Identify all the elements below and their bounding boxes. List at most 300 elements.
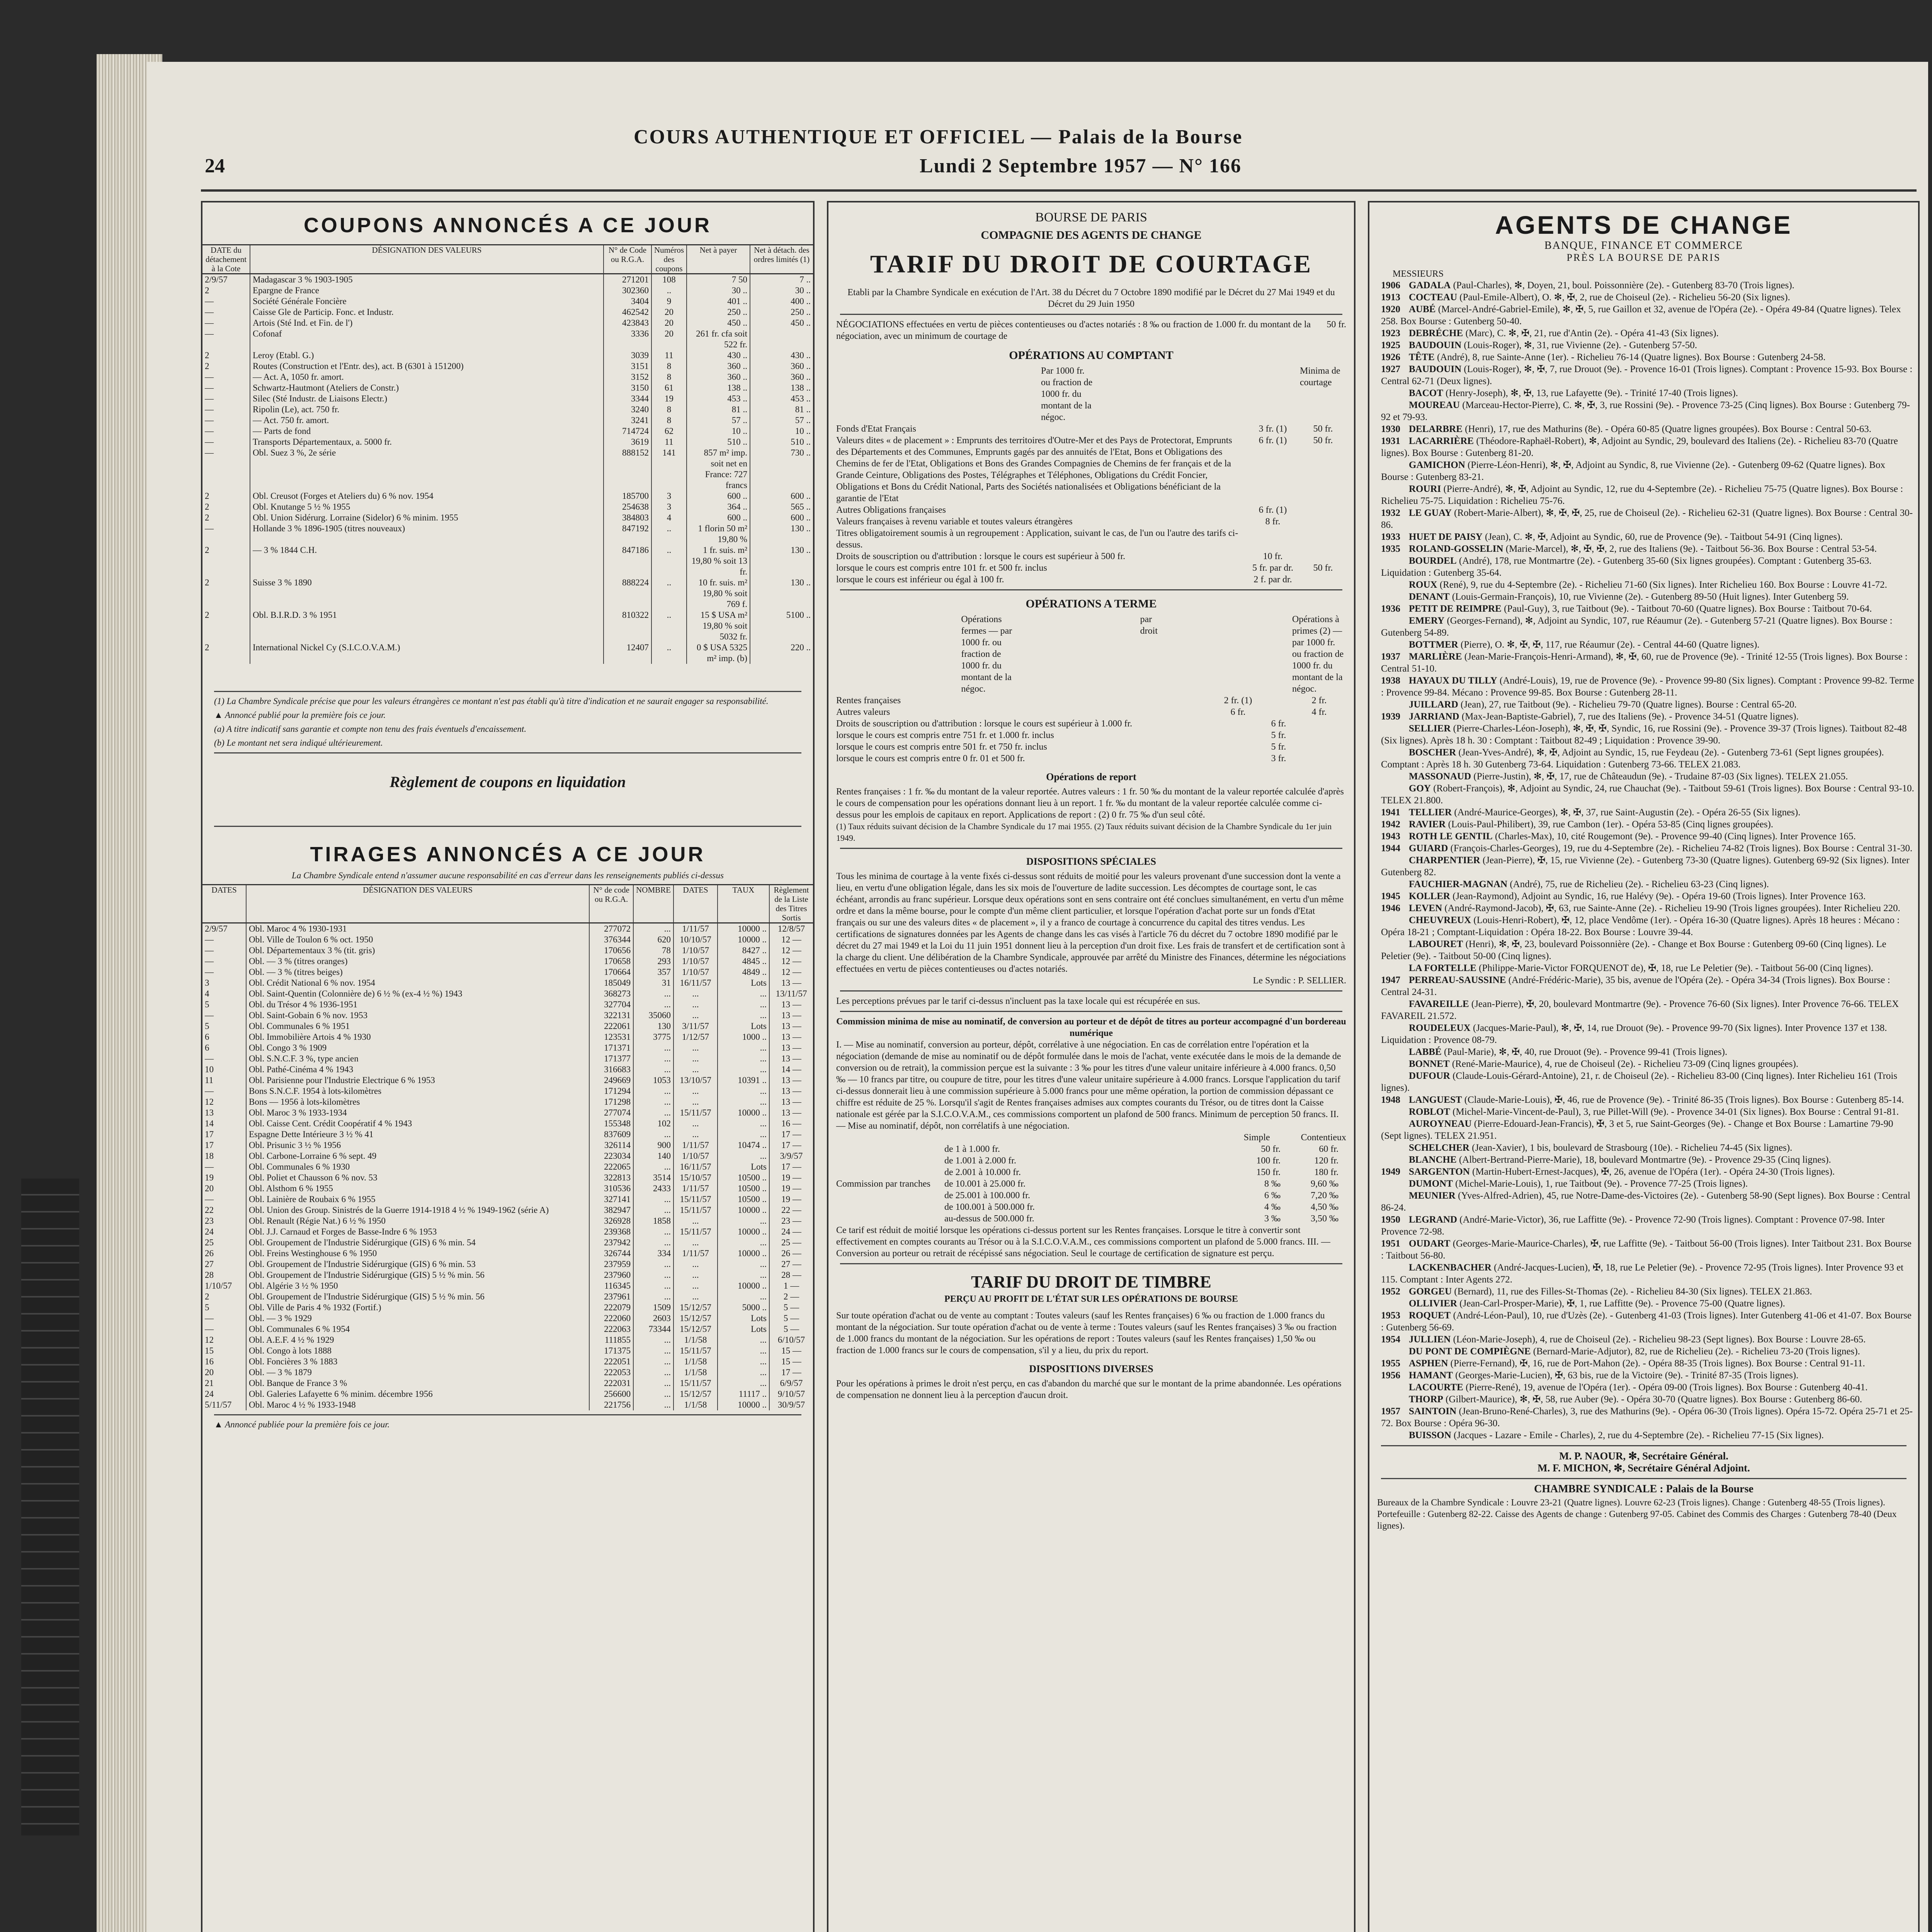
cell-designation: Obl. Algérie 3 ½ % 1950: [246, 1281, 589, 1291]
agent-year: 1939: [1381, 711, 1400, 722]
agent-entry: [1381, 1070, 1914, 1094]
table-row: [202, 1118, 813, 1129]
table-row: [202, 988, 813, 999]
commission-range: de 2.001 à 10.000 fr.: [944, 1167, 1021, 1177]
commission-content-val: 7,20 ‰: [1311, 1190, 1338, 1201]
agent-name: DEBRÉCHE: [1409, 328, 1463, 338]
table-row: [202, 934, 813, 945]
cell-nombre: 2603: [633, 1313, 673, 1324]
table-row: [202, 415, 813, 426]
cell-limit: 430 ..: [791, 350, 811, 360]
tarif-intro: Etabli par la Chambre Syndicale en exécution de l'Art. 38 du Décret du 7 Octobre 1890 modifié par le Décret du 27 Mai 1949 et du Décret du 29 Juin 1950: [847, 287, 1335, 309]
cell-date: 22: [202, 1205, 246, 1216]
cell-designation: Obl. Crédit National 6 % nov. 1954: [246, 978, 589, 988]
agent-name: JARRIAND: [1409, 711, 1459, 722]
agent-name: BAUDOUIN: [1409, 340, 1462, 350]
cell-numero: 8: [651, 415, 687, 426]
commission-row: [944, 1190, 1338, 1201]
agent-name: BOSCHER: [1409, 747, 1456, 758]
agent-entry: [1381, 782, 1914, 806]
agent-details: (Max-Jean-Baptiste-Gabriel), 7, rue des Italiens (9e). - Provence 34-51 (Quatre lignes).: [1461, 711, 1799, 722]
cell-limit: 730 ..: [791, 448, 811, 457]
cell-code: 382947: [589, 1205, 633, 1216]
comptant-min: 50 fr.: [1313, 424, 1333, 434]
cell-limit: 600 ..: [791, 491, 811, 501]
cell-code: 3240: [604, 404, 651, 415]
cell-reg: 13 —: [781, 1075, 801, 1085]
agent-details: (Jean), 27, rue Taitbout (9e). - Richelieu 79-70 (Quatre lignes). Bourse : Central 65-20.: [1461, 699, 1797, 710]
cell-date: —: [202, 945, 246, 956]
cell-reg: 5 —: [783, 1313, 799, 1323]
table-row: [202, 447, 813, 491]
cell-remb-date: ...: [673, 1086, 718, 1097]
agent-year: 1941: [1381, 807, 1400, 818]
cell-limit: 57 ..: [795, 415, 811, 425]
agent-entry: [1381, 974, 1914, 998]
agent-name: OLLIVIER: [1409, 1298, 1458, 1309]
cell-net: 360 ..: [687, 372, 750, 383]
cell-designation: Société Générale Foncière: [250, 296, 604, 307]
table-row: [202, 1270, 813, 1281]
cell-date: —: [202, 956, 246, 967]
bourse-label: BOURSE DE PARIS: [1035, 210, 1147, 224]
agent-details: (André-Louis), 19, rue de Provence (9e). - Provence 99-80 (Six lignes). Comptant : Provence 99-82. Terme : Provence 99-84. Mécano : Provence 99-85. Box Bourse : Gutenberg 28-11.: [1381, 675, 1914, 698]
commission-row: [944, 1143, 1338, 1155]
agent-year: 1923: [1381, 328, 1400, 338]
cell-code: 185049: [589, 978, 633, 988]
cell-remb-date: ...: [673, 1259, 718, 1270]
cell-code: 12407: [604, 642, 651, 664]
cell-taux: ...: [718, 1270, 769, 1281]
agent-name: ROURI: [1409, 484, 1441, 494]
cell-reg: 24 —: [781, 1227, 801, 1236]
commission-simple-val: 6 ‰: [1264, 1190, 1281, 1201]
cell-numero: ..: [651, 610, 687, 642]
timbre-text: Sur toute opération d'achat ou de vente au comptant : Toutes valeurs (sauf les Rentes françaises) 6 ‰ ou fraction de 1.000 francs du montant de la négociation. Sur toute opération d'achat ou de vente à terme : Toutes valeurs (sauf les Rentes françaises) 3 ‰ ou fraction de 1.000 francs du montant de la négociation. Sur les opérations de report : Toutes valeurs (sauf les Rentes françaises) 1,50 ‰ ou fraction de 1.000 francs sur le cours de compensation, s'il y a lieu, du prix du report.: [836, 1311, 1337, 1355]
cell-limit: 30 ..: [795, 286, 811, 295]
cell-nombre: 620: [633, 934, 673, 945]
table-row: [202, 285, 813, 296]
cell-remb-date: 1/11/57: [673, 923, 718, 935]
agent-name: SELLIER: [1409, 723, 1451, 734]
cell-date: 2: [202, 361, 250, 372]
agent-year: 1933: [1381, 532, 1400, 542]
agent-year: 1938: [1381, 675, 1400, 686]
cell-date: 25: [202, 1237, 246, 1248]
cell-date: 2: [202, 350, 250, 361]
cell-numero: ..: [651, 285, 687, 296]
agent-entry: [1381, 854, 1914, 878]
col-code: N° de code ou R.G.A.: [589, 885, 633, 923]
agent-details: (Marie-Marcel), ✻, ✠, ✠, 2, rue des Italiens (9e). - Taitbout 56-36. Box Bourse : Central 53-54.: [1505, 544, 1877, 554]
agent-entry: [1381, 555, 1914, 579]
cell-date: —: [202, 415, 250, 426]
cell-code: 111855: [589, 1335, 633, 1345]
cell-taux: 10391 ..: [718, 1075, 769, 1086]
cell-code: 170656: [589, 945, 633, 956]
cell-nombre: 130: [633, 1021, 673, 1032]
agent-details: (André-Maurice-Georges), ✻, ✠, 37, rue Saint-Augustin (2e). - Opéra 26-55 (Six lignes).: [1454, 807, 1801, 818]
table-row: [202, 1281, 813, 1291]
cell-date: —: [202, 437, 250, 447]
agent-name: ROUX: [1409, 580, 1437, 590]
coupon-note: ▲ Annoncé publié pour la première fois ce jour.: [214, 710, 386, 720]
agent-name: GOY: [1409, 783, 1431, 794]
cell-code: 462542: [604, 307, 651, 318]
cell-net: 857 m² imp. soit net en France: 727 francs: [687, 447, 750, 491]
agent-details: (Louis-Paul-Philibert), 39, rue Cambon (1er). - Opéra 53-85 (Cinq lignes groupées).: [1448, 819, 1774, 830]
agent-entry: [1381, 1333, 1914, 1345]
agent-details: (André-Jacques-Lucien), ✠, 18, rue Le Peletier (9e). - Provence 72-95 (Trois lignes). Inter Provence 93 et 115. Comptant : Inter Agents 272.: [1381, 1262, 1904, 1285]
cell-taux: ...: [718, 988, 769, 999]
coupon-note: (a) A titre indicatif sans garantie et compte non tenu des frais éventuels d'encaissement.: [214, 724, 527, 734]
terme-label: Rentes françaises: [836, 696, 901, 706]
agent-name: ROLAND-GOSSELIN: [1409, 544, 1503, 554]
cell-designation: Obl. Lainière de Roubaix 6 % 1955: [246, 1194, 589, 1205]
cell-taux: Lots: [718, 1324, 769, 1335]
cell-date: 2: [202, 545, 250, 577]
col-net-detach: Net à détach. des ordres limités (1): [750, 245, 813, 274]
cell-designation: Obl. Saint-Quentin (Colonnière de) 6 ½ % (ex-4 ½ %) 1943: [246, 988, 589, 999]
commission-content-val: 120 fr.: [1314, 1156, 1338, 1166]
coupons-notes: [202, 696, 813, 748]
cell-designation: Obl. — 3 % (titres oranges): [246, 956, 589, 967]
cell-code: 123531: [589, 1032, 633, 1043]
agent-entry: [1381, 327, 1914, 339]
agent-year: 1937: [1381, 651, 1400, 662]
cell-designation: Obl. Départementaux 3 % (tit. gris): [246, 945, 589, 956]
cell-net: 261 fr. cfa soit 522 fr.: [687, 328, 750, 350]
cell-limit: 360 ..: [791, 372, 811, 382]
cell-code: 221756: [589, 1400, 633, 1410]
cell-designation: Obl. Freins Westinghouse 6 % 1950: [246, 1248, 589, 1259]
table-row: [202, 1183, 813, 1194]
agent-details: (Robert-Marie-Albert), ✻, ✠, ✠, 25, rue de Choiseul (2e). - Richelieu 62-31 (Quatre lignes). Box Bourse : Central 30-86.: [1381, 508, 1913, 530]
agent-name: ROUDELEUX: [1409, 1023, 1471, 1033]
agent-entry: [1381, 818, 1914, 830]
divider: [214, 752, 801, 753]
commission-range: de 100.001 à 500.000 fr.: [944, 1202, 1035, 1212]
cell-designation: Obl. Maroc 4 ½ % 1933-1948: [246, 1400, 589, 1410]
table-row: [202, 1075, 813, 1086]
comptant-rate: 5 fr. par dr.: [1252, 563, 1293, 573]
cell-date: 2: [202, 610, 250, 642]
cell-taux: 10474 ..: [718, 1140, 769, 1151]
table-row: [202, 1021, 813, 1032]
cell-code: 423843: [604, 318, 651, 328]
agent-name: MARLIÈRE: [1409, 651, 1462, 662]
cell-remb-date: 1/1/58: [673, 1356, 718, 1367]
cell-date: —: [202, 328, 250, 350]
commission-simple: Simple: [1243, 1133, 1270, 1143]
cell-taux: ...: [718, 1291, 769, 1302]
table-row: [202, 296, 813, 307]
cell-limit: [750, 328, 813, 350]
comptant-label: Valeurs françaises à revenu variable et toutes valeurs étrangères: [836, 517, 1073, 527]
agent-year: 1950: [1381, 1214, 1400, 1225]
cell-taux: 4849 ..: [718, 967, 769, 978]
agent-details: (Philippe-Marie-Victor FORQUENOT de), ✠, 18, rue Le Peletier (9e). - Taitbout 56-00 (Cinq lignes).: [1479, 963, 1873, 973]
comptant-min: [1300, 574, 1346, 585]
cell-remb-date: ...: [673, 1053, 718, 1064]
table-row: [202, 1313, 813, 1324]
agent-entry: [1381, 830, 1914, 842]
cell-remb-date: 3/11/57: [673, 1021, 718, 1032]
cell-code: 810322: [604, 610, 651, 642]
cell-net: 250 ..: [687, 307, 750, 318]
cell-limit: 10 ..: [795, 426, 811, 436]
agent-name: BOURDEL: [1409, 556, 1457, 566]
agent-details: (Albert-Bertrand-Pierre-Marie), 18, boulevard Montmartre (9e). - Provence 29-35 (Cinq lignes).: [1459, 1155, 1831, 1165]
agent-year: 1926: [1381, 352, 1400, 362]
table-row: [202, 307, 813, 318]
cell-designation: Obl. Congo à lots 1888: [246, 1345, 589, 1356]
table-row: [202, 642, 813, 664]
cell-remb-date: 1/12/57: [673, 1032, 718, 1043]
cell-remb-date: 15/12/57: [673, 1389, 718, 1400]
agent-details: (Georges-Marie-Maurice-Charles), ✠, rue Laffitte (9e). - Taitbout 56-00 (Trois lignes). Inter Taitbout 231. Box Bourse : Taitbout 56-80.: [1381, 1238, 1912, 1261]
cell-reg: 19 —: [781, 1173, 801, 1182]
agent-entry: [1381, 711, 1914, 723]
agent-name: LE GUAY: [1409, 508, 1452, 518]
comptant-label: Titres obligatoirement soumis à un regroupement : Application, suivant le cas, de l'un ou l'autre des tarifs ci-dessus.: [836, 528, 1238, 550]
cell-code: 3152: [604, 372, 651, 383]
agent-details: (Robert-François), ✻, Adjoint au Syndic, 24, rue Chauchat (9e). - Taitbout 59-61 (Trois lignes). Box Bourse : Central 93-10. TELEX 21.800.: [1381, 783, 1914, 806]
agent-entry: [1381, 1178, 1914, 1190]
comptant-label: lorsque le cours est inférieur ou égal à 100 fr.: [836, 575, 1004, 585]
commission-content-val: 3,50 ‰: [1311, 1214, 1338, 1224]
cell-date: 4: [202, 988, 246, 999]
coupons-title: COUPONS ANNONCÉS A CE JOUR: [303, 214, 712, 237]
cell-remb-date: 1/10/57: [673, 1151, 718, 1162]
cell-taux: 10500 ..: [718, 1172, 769, 1183]
cell-designation: Obl. Caisse Cent. Crédit Coopératif 4 % 1943: [246, 1118, 589, 1129]
cell-numero: ..: [651, 523, 687, 545]
cell-remb-date: 1/10/57: [673, 967, 718, 978]
cell-remb-date: 1/11/57: [673, 1140, 718, 1151]
terme-row: [836, 706, 1346, 718]
agent-details: (Jean-Bruno-René-Charles), 3, rue des Mathurins (9e). - Opéra 06-30 (Trois lignes). Opéra 15-72. Opéra 25-71 et 25-72. Box Bourse : Opéra 96-30.: [1381, 1406, 1913, 1429]
cell-date: 24: [202, 1226, 246, 1237]
cell-date: 26: [202, 1248, 246, 1259]
cell-taux: 10000 ..: [718, 1400, 769, 1410]
cell-taux: ...: [718, 1216, 769, 1226]
cell-numero: 61: [651, 383, 687, 393]
cell-designation: Obl. Congo 3 % 1909: [246, 1043, 589, 1053]
agent-name: DUFOUR: [1409, 1071, 1450, 1081]
comptant-rate: 2 f. par dr.: [1253, 575, 1292, 585]
agent-details: (Jean-Yves-André), ✻, ✠, Adjoint au Syndic, 15, rue Feydeau (2e). - Gutenberg 73-61 (Sept lignes groupées). Comptant : Après 18 h. 30 Gutenberg 73-64. Liquidation : Gutenberg 73-66. TELEX 21.083.: [1381, 747, 1884, 770]
cell-code: 277072: [589, 923, 633, 935]
agent-name: OUDART: [1409, 1238, 1451, 1249]
table-row: [202, 1367, 813, 1378]
cell-numero: 8: [651, 361, 687, 372]
cell-designation: Obl. Saint-Gobain 6 % nov. 1953: [246, 1010, 589, 1021]
agent-details: (Jean-Carl-Prosper-Marie), ✠, 1, rue Laffitte (9e). - Provence 75-00 (Quatre lignes).: [1459, 1298, 1785, 1309]
agent-name: LACKENBACHER: [1409, 1262, 1492, 1273]
cell-code: 3150: [604, 383, 651, 393]
cell-code: 249669: [589, 1075, 633, 1086]
agent-details: (Pierre-Justin), ✻, ✠, 17, rue de Châteaudun (9e). - Trudaine 87-03 (Six lignes). TELEX 21.055.: [1473, 771, 1848, 782]
agent-details: (Paul-Emile-Albert), O. ✻, ✠, 2, rue de Choiseul (2e). - Richelieu 56-20 (Six lignes).: [1459, 292, 1790, 303]
agent-details: (Louis-Roger), ✻, 31, rue Vivienne (2e). - Gutenberg 57-50.: [1464, 340, 1697, 350]
agent-name: DUMONT: [1409, 1179, 1453, 1189]
cell-remb-date: 16/11/57: [673, 1162, 718, 1172]
coupon-note: (b) Le montant net sera indiqué ultérieurement.: [214, 738, 383, 748]
agent-entry: [1381, 1345, 1914, 1357]
cell-date: —: [202, 318, 250, 328]
agent-entry: [1381, 603, 1914, 615]
cell-reg: 19 —: [781, 1184, 801, 1193]
cell-code: 3344: [604, 393, 651, 404]
agent-details: (Claude-Louis-Gérard-Antoine), 21, r. de Choiseul (2e). - Richelieu 83-00 (Cinq lignes). Inter Richelieu 161 (Trois lignes).: [1381, 1071, 1898, 1093]
agent-entry: [1381, 1190, 1914, 1214]
cell-nombre: ...: [633, 999, 673, 1010]
cell-reg: 26 —: [781, 1248, 801, 1258]
cell-date: —: [202, 1324, 246, 1335]
terme-title: OPÉRATIONS A TERME: [1026, 597, 1157, 610]
agent-entry: [1381, 902, 1914, 914]
cell-designation: — Act. A, 1050 fr. amort.: [250, 372, 604, 383]
agent-entry: [1381, 1118, 1914, 1142]
agent-entry: [1381, 962, 1914, 974]
table-row: [202, 1378, 813, 1389]
cell-nombre: 78: [633, 945, 673, 956]
agent-year: 1936: [1381, 604, 1400, 614]
agent-name: DENANT: [1409, 592, 1450, 602]
agent-name: ROQUET: [1409, 1310, 1451, 1321]
cell-nombre: ...: [633, 1281, 673, 1291]
page-number: 24: [205, 155, 225, 177]
cell-remb-date: 1/1/58: [673, 1400, 718, 1410]
agent-entry: [1381, 699, 1914, 711]
cell-limit: 130 ..: [791, 578, 811, 587]
comptant-row: [836, 516, 1346, 527]
commission-rows: [937, 1143, 1346, 1225]
cell-reg: 13 —: [781, 1108, 801, 1117]
cell-taux: ...: [718, 1378, 769, 1389]
commission-simple-val: 3 ‰: [1264, 1214, 1281, 1224]
agent-details: (Pierre), O. ✻, ✠, ✠, 117, rue Réaumur (2e). - Central 44-60 (Quatre lignes).: [1461, 639, 1760, 650]
cell-date: —: [202, 523, 250, 545]
cell-designation: Routes (Construction et l'Entr. des), act. B (6301 à 151200): [250, 361, 604, 372]
commission-simple-val: 150 fr.: [1256, 1167, 1281, 1177]
agent-entry: [1381, 938, 1914, 962]
agent-entry: [1381, 1058, 1914, 1070]
cell-date: 13: [202, 1107, 246, 1118]
cell-net: 57 ..: [687, 415, 750, 426]
table-row: [202, 999, 813, 1010]
agent-details: (André-Raymond-Jacob), ✠, 63, rue Sainte-Anne (2e). - Richelieu 19-90 (Trois lignes groupées). Inter Richelieu 220.: [1444, 903, 1900, 913]
cell-limit: 400 ..: [791, 296, 811, 306]
cell-designation: Transports Départementaux, a. 5000 fr.: [250, 437, 604, 447]
agent-name: BOTTMER: [1409, 639, 1458, 650]
cell-numero: 108: [651, 274, 687, 286]
col-remb-dates: DATES: [673, 885, 718, 923]
table-row: [202, 437, 813, 447]
cell-designation: Obl. du Trésor 4 % 1936-1951: [246, 999, 589, 1010]
terme-droit: 5 fr.: [1271, 730, 1286, 740]
cell-remb-date: 15/11/57: [673, 1345, 718, 1356]
agent-details: (Louis-Roger), ✻, ✠, 7, rue Drouot (9e). - Provence 16-01 (Trois lignes). Comptant : Provence 15-93. Box Bourse : Central 62-71 (Deux lignes).: [1381, 364, 1913, 386]
cell-designation: Obl. J.J. Carnaud et Forges de Basse-Indre 6 % 1953: [246, 1226, 589, 1237]
agent-year: 1945: [1381, 891, 1400, 901]
cell-date: 20: [202, 1367, 246, 1378]
cell-nombre: 1858: [633, 1216, 673, 1226]
agent-year: 1932: [1381, 508, 1400, 518]
cell-code: 3039: [604, 350, 651, 361]
agent-details: (Pierre-Edouard-Jean-Francis), ✠, 3 et 5, rue Saint-Georges (9e). - Change et Box Bourse : Lamartine 79-90 (Sept lignes). TELEX 21.951.: [1381, 1119, 1893, 1141]
cell-nombre: ...: [633, 1097, 673, 1107]
agent-name: AUBÉ: [1409, 304, 1436, 315]
cell-nombre: 73344: [633, 1324, 673, 1335]
cell-date: 3: [202, 978, 246, 988]
cell-net: 450 ..: [687, 318, 750, 328]
col-remb-taux: TAUX: [718, 885, 769, 923]
cell-nombre: ...: [633, 1194, 673, 1205]
column-agents: [1368, 201, 1920, 1932]
table-row: [202, 1032, 813, 1043]
cell-taux: ...: [718, 1335, 769, 1345]
cell-taux: ...: [718, 1064, 769, 1075]
table-row: [202, 1140, 813, 1151]
table-row: [202, 610, 813, 642]
commission-content-val: 60 fr.: [1319, 1144, 1338, 1154]
cell-designation: Obl. Pathé-Cinéma 4 % 1943: [246, 1064, 589, 1075]
terme-label: lorsque le cours est compris entre 501 fr. et 750 fr. inclus: [836, 742, 1047, 752]
agent-entry: [1381, 723, 1914, 747]
cell-date: 1/10/57: [202, 1281, 246, 1291]
cell-date: 12: [202, 1097, 246, 1107]
agent-name: THORP: [1409, 1394, 1443, 1405]
cell-numero: 3: [651, 491, 687, 502]
table-row: [202, 577, 813, 610]
cell-reg: 6/9/57: [780, 1378, 803, 1388]
agent-year: 1951: [1381, 1238, 1400, 1249]
agent-entry: [1381, 1142, 1914, 1154]
cell-designation: Cofonaf: [250, 328, 604, 350]
agent-name: ROTH LE GENTIL: [1409, 831, 1493, 842]
cell-reg: 17 —: [781, 1367, 801, 1377]
negociations-min: 50 fr.: [1327, 320, 1346, 330]
cell-designation: Obl. — 3 % 1929: [246, 1313, 589, 1324]
cell-net: 364 ..: [687, 502, 750, 512]
agent-year: 1920: [1381, 304, 1400, 315]
cell-remb-date: ...: [673, 1237, 718, 1248]
cell-date: —: [202, 296, 250, 307]
cell-remb-date: ...: [673, 1270, 718, 1281]
cell-code: 222060: [589, 1313, 633, 1324]
agent-name: LACARRIÈRE: [1409, 436, 1474, 446]
agent-details: (Michel-Marie-Louis), 1, rue Taitbout (9e). - Provence 77-25 (Trois lignes).: [1455, 1179, 1748, 1189]
cell-limit: 130 ..: [791, 545, 811, 555]
terme-label: lorsque le cours est compris entre 751 fr. et 1.000 fr. inclus: [836, 730, 1054, 740]
cell-date: 28: [202, 1270, 246, 1281]
cell-taux: ...: [718, 1118, 769, 1129]
agent-entry: [1381, 1262, 1914, 1286]
agent-entry: [1381, 363, 1914, 387]
agent-details: (René-Marie-Maurice), 4, rue de Choiseul (2e). - Richelieu 73-09 (Cinq lignes groupées).: [1452, 1059, 1799, 1069]
cell-remb-date: 15/12/57: [673, 1313, 718, 1324]
cell-taux: ...: [718, 1259, 769, 1270]
agent-entry: [1381, 279, 1914, 291]
table-row: [202, 404, 813, 415]
cell-designation: Espagne Dette Intérieure 3 ½ % 41: [246, 1129, 589, 1140]
comptant-headers: [836, 365, 1346, 423]
divider: [840, 848, 1342, 849]
cell-reg: 13 —: [781, 1000, 801, 1009]
cell-remb-date: ...: [673, 1010, 718, 1021]
